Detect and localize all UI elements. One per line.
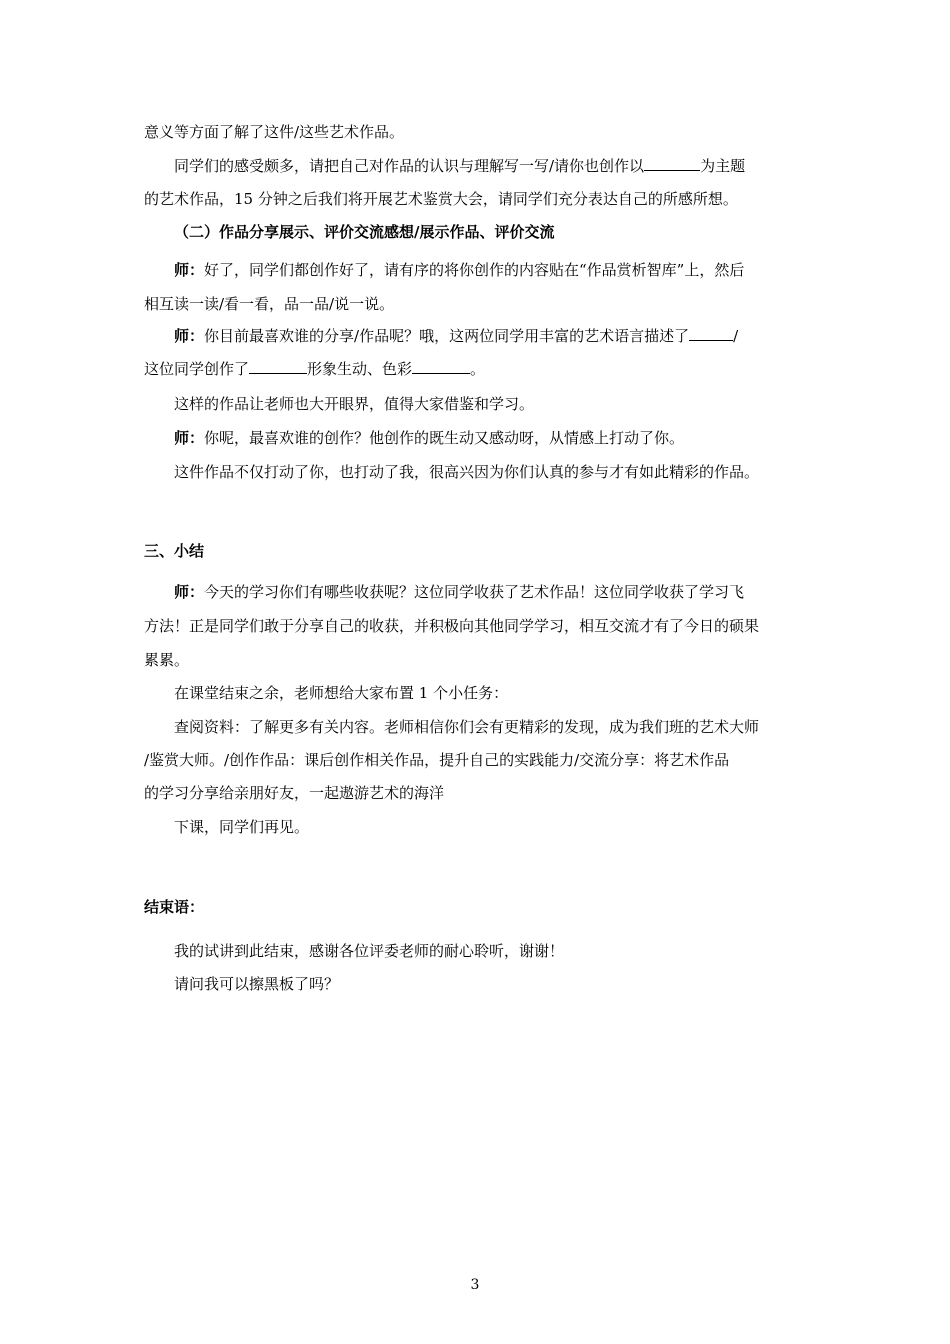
paragraph-line: 的学习分享给亲朋好友，一起遨游艺术的海洋 [144,784,445,802]
paragraph-line: 的艺术作品，15 分钟之后我们将开展艺术鉴赏大会，请同学们充分表达自己的所感所想。 [144,190,738,208]
paragraph-line: 这位同学创作了 形象生动、色彩 。 [144,360,486,378]
fill-blank [412,359,470,374]
paragraph-line: 我的试讲到此结束，感谢各位评委老师的耐心聆听，谢谢！ [174,942,565,960]
section-heading: 结束语： [144,898,205,916]
paragraph-line: 这件作品不仅打动了你，也打动了我，很高兴因为你们认真的参与才有如此精彩的作品。 [174,463,760,481]
paragraph-line: 这样的作品让老师也大开眼界，值得大家借鉴和学习。 [174,395,535,413]
fill-blank [249,359,307,374]
teacher-line: 师：你目前最喜欢谁的分享/作品呢？哦，这两位同学用丰富的艺术语言描述了 / [174,327,739,345]
fill-blank [689,326,733,341]
paragraph-line: 下课，同学们再见。 [174,818,310,836]
fill-blank [644,156,700,171]
paragraph-line: 在课堂结束之余，老师想给大家布置 1 个小任务： [174,684,509,702]
paragraph-line: /鉴赏大师。/创作作品：课后创作相关作品，提升自己的实践能力/交流分享：将艺术作品 [144,751,730,769]
paragraph-line: 查阅资料：了解更多有关内容。老师相信你们会有更精彩的发现，成为我们班的艺术大师 [174,718,760,736]
page-number: 3 [470,1277,480,1293]
teacher-line: 师：好了，同学们都创作好了，请有序的将你创作的内容贴在“作品赏析智库”上，然后 [174,261,745,279]
paragraph-line: 同学们的感受颇多，请把自己对作品的认识与理解写一写/请你也创作以 为主题 [174,157,746,175]
paragraph-line: 请问我可以擦黑板了吗？ [174,975,340,993]
teacher-line: 师：今天的学习你们有哪些收获呢？这位同学收获了艺术作品！这位同学收获了学习飞 [174,583,745,601]
paragraph-line: 相互读一读/看一看，品一品/说一说。 [144,295,395,313]
section-heading: （二）作品分享展示、评价交流感想/展示作品、评价交流 [174,223,555,241]
section-heading: 三、小结 [144,542,205,560]
paragraph-line: 意义等方面了解了这件/这些艺术作品。 [144,123,405,141]
teacher-line: 师：你呢，最喜欢谁的创作？他创作的既生动又感动呀，从情感上打动了你。 [174,429,685,447]
paragraph-line: 方法！正是同学们敢于分享自己的收获，并积极向其他同学学习，相互交流才有了今日的硕果 [144,617,760,635]
paragraph-line: 累累。 [144,651,190,669]
